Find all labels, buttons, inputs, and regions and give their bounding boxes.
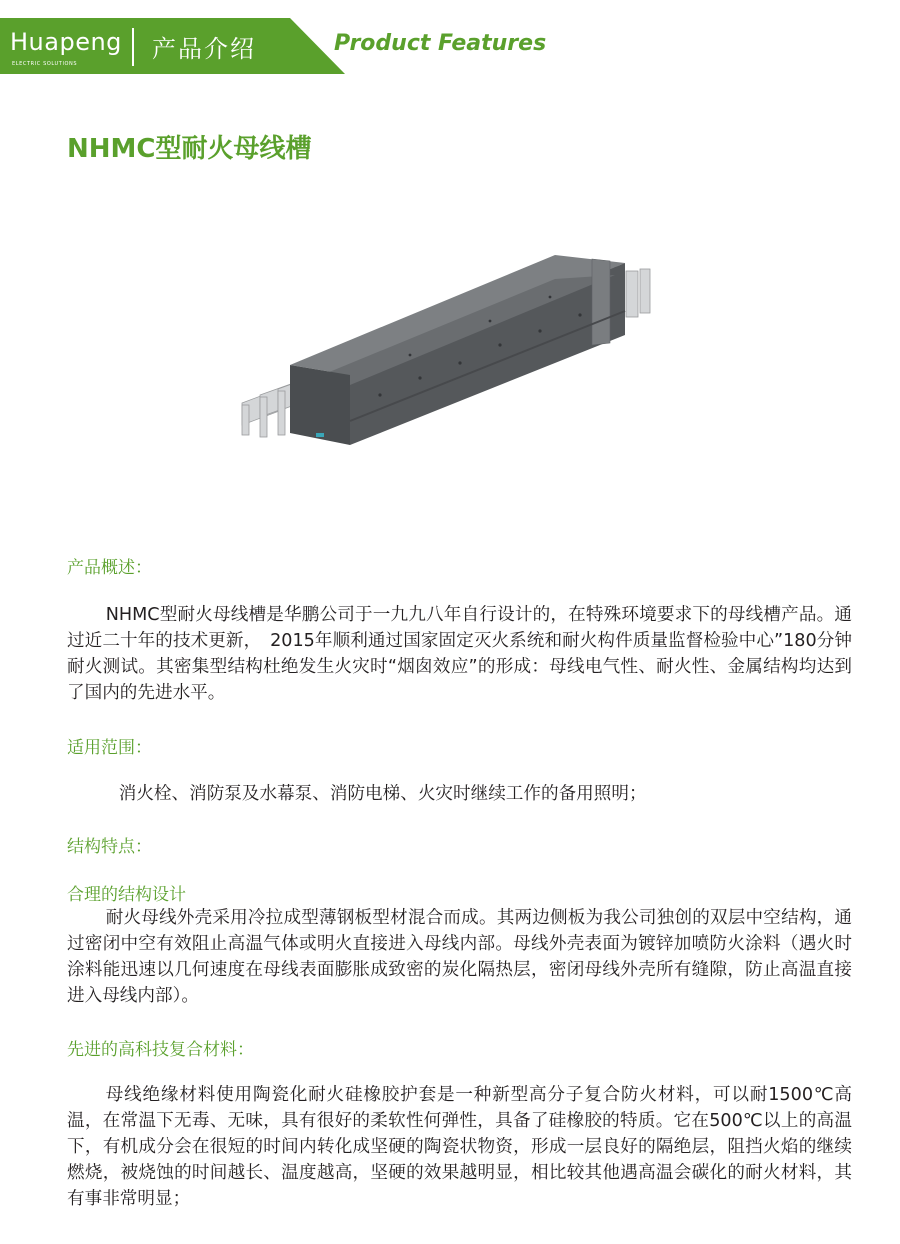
materials-heading: 先进的高科技复合材料： bbox=[67, 1040, 254, 1060]
brand-logo: Huapeng bbox=[10, 28, 122, 56]
busway-duct-icon bbox=[230, 245, 660, 455]
structure-heading: 结构特点： bbox=[67, 837, 152, 857]
structure-paragraph: 耐火母线外壳采用冷拉成型薄钢板型材混合而成。其两边侧板为我公司独创的双层中空结构，通过密闭中空有效阻止高温气体或明火直接进入母线内部。母线外壳表面为镀锌加喷防火涂料（遇火时涂料能迅速以几何速度在母线表面膨胀成致密的炭化隔热层，密闭母线外壳所有缝隙，防止高温直接进入母线内部）。 bbox=[67, 908, 852, 1006]
overview-heading: 产品概述： bbox=[67, 558, 152, 578]
materials-paragraph: 母线绝缘材料使用陶瓷化耐火硅橡胶护套是一种新型高分子复合防火材料，可以耐1500℃高温，在常温下无毒、无味，具有很好的柔软性何弹性，具备了硅橡胶的特质。它在500℃以上的高温下，有机成分会在很短的时间内转化成坚硬的陶瓷状物资，形成一层良好的隔绝层，阻挡火焰的继续燃烧，被烧蚀的时间越长、温度越高，坚硬的效果越明显，相比较其他遇高温会碳化的耐火材料，其有事非常明显； bbox=[67, 1085, 852, 1209]
scope-heading: 适用范围： bbox=[67, 738, 152, 758]
structure-subheading: 合理的结构设计 bbox=[67, 885, 186, 905]
scope-paragraph: 消火栓、消防泵及水幕泵、消防电梯、火灾时继续工作的备用照明； bbox=[118, 784, 647, 804]
product-title: NHMC型耐火母线槽 bbox=[67, 134, 312, 164]
page-header bbox=[0, 0, 900, 80]
brand-logo-subtext: ELECTRIC SOLUTIONS bbox=[12, 61, 78, 67]
overview-paragraph: NHMC型耐火母线槽是华鹏公司于一九九八年自行设计的，在特殊环境要求下的母线槽产品。通过近二十年的技术更新， 2015年顺利通过国家固定灭火系统和耐火构件质量监督检验中心”180分钟耐火测试。其密集型结构杜绝发生火灾时“烟囱效应”的形成：母线电气性、耐火性、金属结构均达到了国内的先进水平。 bbox=[67, 605, 852, 703]
logo-divider bbox=[132, 28, 134, 66]
section-title-en: Product Features bbox=[334, 31, 547, 56]
section-title-cn: 产品介绍 bbox=[152, 35, 256, 63]
